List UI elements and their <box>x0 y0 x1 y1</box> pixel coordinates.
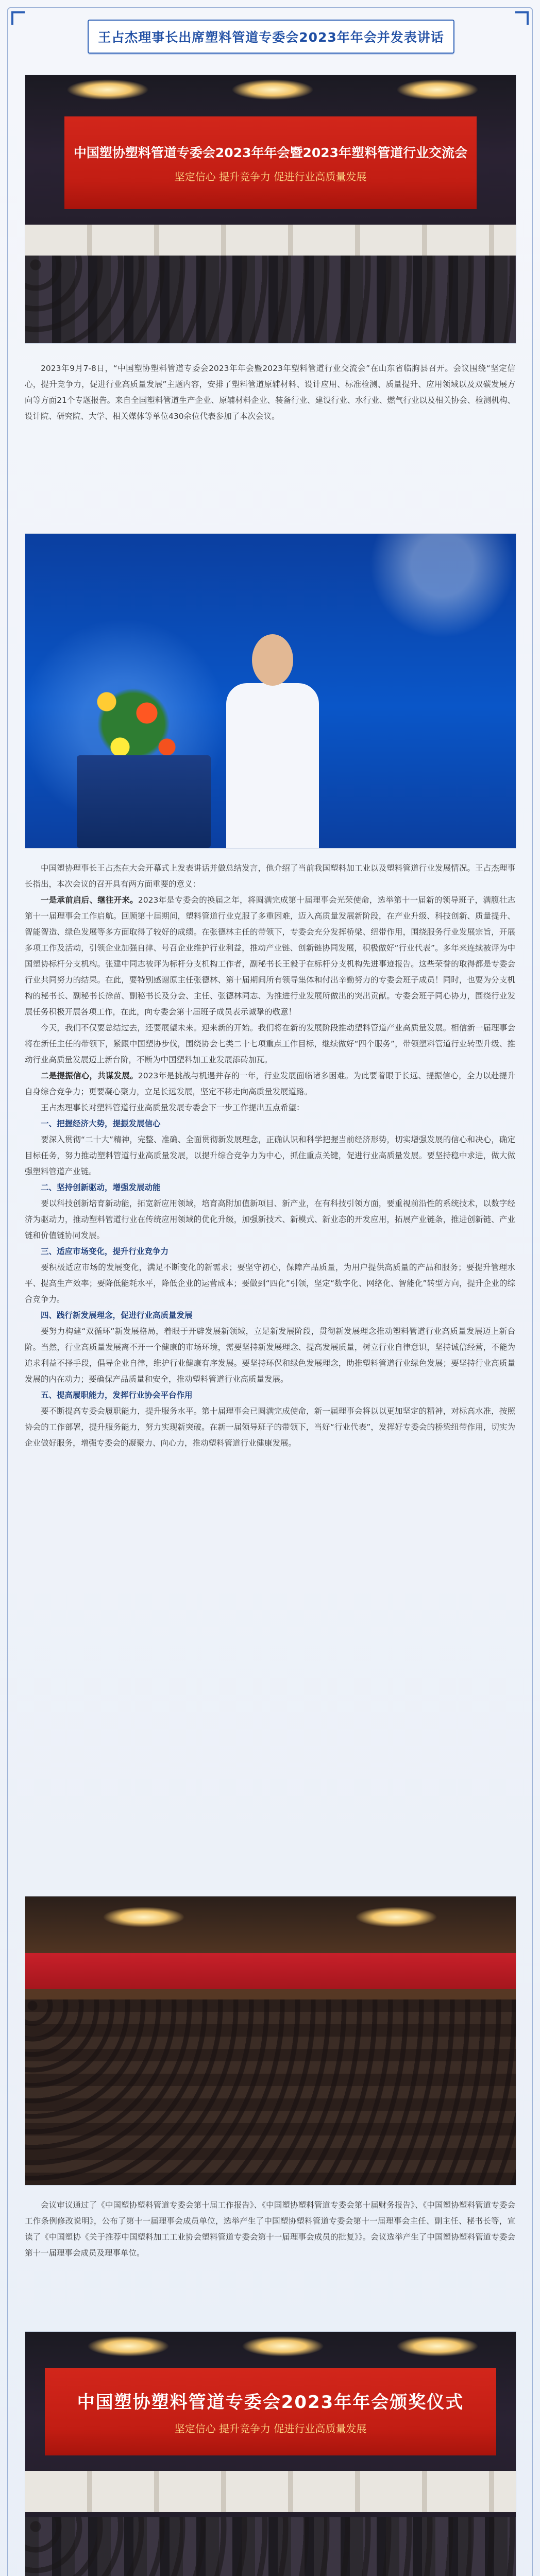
paragraph: 今天，我们不仅要总结过去，还要展望未来。迎来新的开始。我们将在新的发展阶段推动塑料管道产业高质量发展。相信新一届理事会将在新任主任的带领下，紧跟中国塑协步伐，围绕协会七类二十七项重点工作目标，继续做好“四个服务”，带领塑料管道行业转型升级、推动行业高质量发展迈上新台阶，不断为中国塑料加工业发展添砖加瓦。 <box>25 1023 515 1064</box>
stage-screen <box>45 2368 496 2455</box>
speaker-head <box>252 634 293 686</box>
stage-screen-title: 中国塑协塑料管道专委会2023年年会颁奖仪式 <box>77 2392 464 2413</box>
section-heading: 四、践行新发展理念，促进行业高质量发展 <box>41 1311 193 1320</box>
stage-screen-subtitle: 坚定信心 提升竞争力 促进行业高质量发展 <box>174 170 367 183</box>
paragraph: 中国塑协理事长王占杰在大会开幕式上发表讲话并做总结发言，他介绍了当前我国塑料加工业以及塑料管道行业发展情况。王占杰理事长指出，本次会议的召开具有两方面重要的意义： <box>25 863 515 889</box>
stage-screen <box>64 116 477 209</box>
paragraph: 要不断提高专委会履职能力，提升服务水平。第十届理事会已圆满完成使命，新一届理事会将以以更加坚定的精神，对标高水准，按照协会的工作部署，提升服务能力，努力实现新突破。在新一届领导班子的带领下，当好“行业代表”，发挥好专委会的桥梁纽带作用，切实为企业做好服务，增强专委会的凝聚力、向心力，推动塑料管道行业健康发展。 <box>25 1406 515 1448</box>
frame-corner <box>515 11 529 25</box>
award-ceremony-photo <box>25 2331 516 2576</box>
paragraph: 要以科技创新培育新动能，拓宽新应用领域，培育高附加值新项目、新产业，在有科技引领方面，要重视前沿性的系统技术，以数字经济为驱动力，推动塑料管道行业在传统应用领域的优化升级，加强新技术、新模式、新业态的开发应用，拓展产业链条，推进创新链、产业链和价值链协同发展。 <box>25 1199 515 1240</box>
stage-screen-title: 中国塑协塑料管道专委会2023年年会暨2023年塑料管道行业交流会 <box>73 145 468 160</box>
conference-hall-photo <box>25 1896 516 2185</box>
section-heading: 二、坚持创新驱动，增强发展动能 <box>41 1183 161 1192</box>
paragraph: 会议审议通过了《中国塑协塑料管道专委会第十届工作报告》、《中国塑协塑料管道专委会第十届财务报告》、《中国塑协塑料管道专委会工作条例修改说明》，公布了第十一届理事会成员单位，选举产生了中国塑协塑料管道专委会第十一届理事会主任、副主任、秘书长等，宣读了《中国塑协《关于推荐中国塑料加工工业协会塑料管道专委会第十一届理事会成员的批复》》。会议选举产生了中国塑协塑料管道专委会第十一届理事会成员及理事单位。 <box>25 2200 515 2258</box>
conference-stage-photo <box>25 75 516 344</box>
article-body <box>25 860 515 1451</box>
section-heading: 五、提高履职能力，发挥行业协会平台作用 <box>41 1391 193 1400</box>
point-lead: 二是提振信心，共谋发展。 <box>41 1071 138 1080</box>
speaker-photo <box>25 533 516 849</box>
speaker-figure <box>226 683 319 848</box>
podium <box>77 755 211 848</box>
paragraph: 要努力构建“双循环”新发展格局，着眼于开辟发展新领域，立足新发展阶段，贯彻新发展理念推动塑料管道行业高质量发展迈上新台阶。当然，行业高质量发展离不开一个健康的市场环境，需要坚持新发展理念、提高发展质量，树立行业自律意识，坚持诚信经营，不能为追求利益不择手段，倡导企业自律，维护行业健康有序发展。要坚持环保和绿色发展理念，助推塑料管道行业绿色发展；要坚持行业高质量发展的内在动力；要确保产品质量和安全，推动塑料管道行业高质量发展。 <box>25 1327 515 1384</box>
paragraph: 要深入贯彻“二十大”精神，完整、准确、全面贯彻新发展理念，正确认识和科学把握当前经济形势，切实增强发展的信心和决心，确定目标任务，努力推动塑料管道行业高质量发展，以提升综合竞争力为中心，抓住重点关键，促进行业高质量发展。要坚持稳中求进，做大做强塑料管道产业链。 <box>25 1135 515 1176</box>
point-lead: 一是承前启后、继往开来。 <box>41 895 138 905</box>
paragraph: 一是承前启后、继往开来。2023年是专委会的换届之年，将圆满完成第十届理事会光荣使命，选举第十一届新的领导班子，满腹壮志第十一届理事会工作启航。回顾第十届期间，塑料管道行业克服了多重困难，迈入高质量发展新阶段，在产业升级、科技创新、质量提升、智能智造、绿色发展等多方面取得了较好的成绩。在张德林主任的带领下，专委会充分发挥桥梁、纽带作用，围绕服务行业发展宗旨，开展多项工作及活动，引领企业加强自律、号召企业维护行业利益，推动产业链、创新链协同发展，积极做好“行业代表”。多年来连续被评为中国塑协标杆分支机构。张建中同志被评为标杆分支机构工作者，副秘书长王毅于在标杆分支机构先进事迹报告。这些荣誉的取得都是专委会行业共同努力的结果。在此，要特别感谢原主任张德林、第十届期间所有领导集体和付出辛勤努力的专委会班子成员！同时，也要为分支机构的秘书长、副秘书长徐苗、副秘书长及分会、主任、张德林同志、为推进行业发展所做出的突出贡献。专委会班子同心协力，围绕行业发展任务积极开展各项工作，在此，向专委会第十届班子成员表示诚挚的敬意！ <box>25 895 515 1016</box>
page-title: 王占杰理事长出席塑料管道专委会2023年年会并发表讲话 <box>88 20 454 54</box>
section-heading: 一、把握经济大势，提振发展信心 <box>41 1119 161 1128</box>
intro-text <box>25 361 515 425</box>
section-heading: 三、适应市场变化，提升行业竞争力 <box>41 1247 169 1256</box>
paragraph: 二是提振信心，共谋发展。2023年是挑战与机遇并存的一年，行业发展面临诸多困难。为此要着眼于长远、提振信心，全力以赴提升自身综合竞争力；更要凝心聚力，立足长远发展，坚定不移走向高质量发展道路。 <box>25 1071 515 1096</box>
resolution-text <box>25 2197 515 2261</box>
frame-corner <box>11 11 25 25</box>
paragraph: 要积极适应市场的发展变化，满足不断变化的新需求；要坚守初心，保障产品质量，为用户提供高质量的产品和服务；要提升管理水平、提高生产效率；要降低能耗水平，降低企业的运营成本；要做到“四化”引领，坚定“数字化、网络化、智能化”转型方向，提升企业的综合竞争力。 <box>25 1263 515 1304</box>
paragraph: 王占杰理事长对塑料管道行业高质量发展专委会下一步工作提出五点希望： <box>41 1103 305 1112</box>
stage-screen-subtitle: 坚定信心 提升竞争力 促进行业高质量发展 <box>174 2422 367 2435</box>
paragraph: 2023年9月7-8日，“中国塑协塑料管道专委会2023年年会暨2023年塑料管道行业交流会”在山东省临朐县召开。会议围绕“坚定信心，提升竞争力，促进行业高质量发展”主题内容，安排了塑料管道原辅材料、设计应用、标准检测、质量提升、应用领域以及双碳发展方向等方面21个专题报告。来自全国塑料管道生产企业、原辅材料企业、装备行业、建设行业、水行业、燃气行业以及相关协会、检测机构、设计院、研究院、大学、相关媒体等单位430余位代表参加了本次会议。 <box>25 364 515 421</box>
